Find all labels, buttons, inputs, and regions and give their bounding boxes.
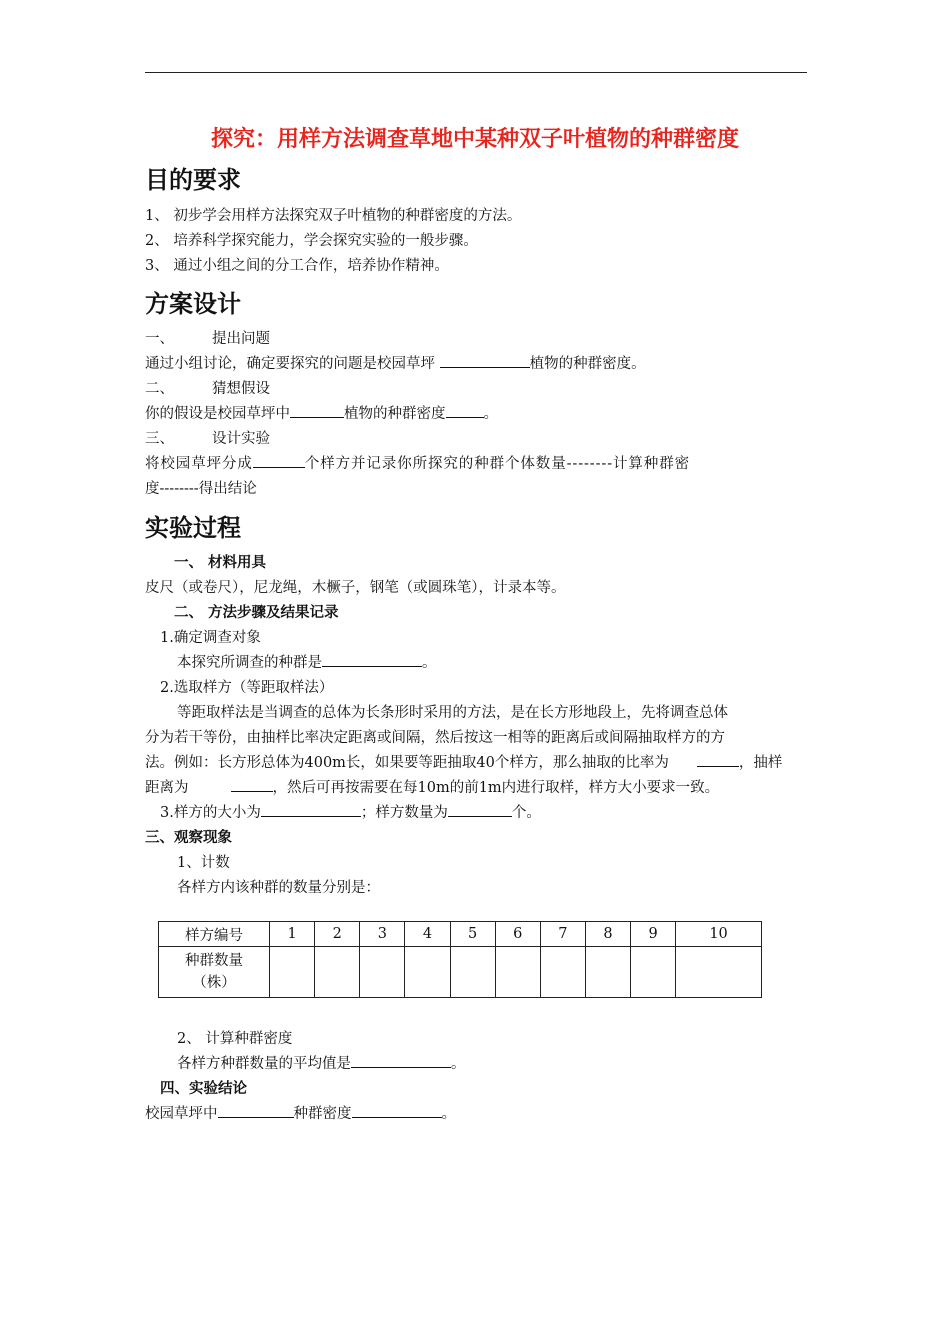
quadrat-count-table	[158, 921, 762, 998]
blank-target-population[interactable]	[322, 652, 422, 667]
design-step3-title: 设计实验	[212, 431, 270, 447]
design-step3-text-cont: 度--------得出结论	[145, 481, 257, 497]
materials-heading: 一、 材料用具	[174, 555, 267, 571]
observe-heading: 三、观察现象	[145, 830, 232, 846]
method-step2-line3: 法。例如：长方形总体为400m长，如果要等距抽取40个样方，那么抽取的比率为 ，抽样	[145, 751, 782, 772]
calc-title: 2、 计算种群密度	[177, 1031, 293, 1047]
table-header-label: 样方编号	[159, 922, 270, 947]
design-step2-text: 你的假设是校园草坪中 植物的种群密度 。	[145, 402, 498, 423]
method-step2-line1: 等距取样法是当调查的总体为长条形时采用的方法，是在长方形地段上，先将调查总体	[177, 705, 728, 721]
materials-text: 皮尺（或卷尺），尼龙绳，木橛子，钢笔（或圆珠笔），计录本等。	[145, 580, 566, 596]
blank-quadrat-number[interactable]	[448, 802, 512, 817]
blank-hypothesis-density[interactable]	[446, 403, 484, 418]
table-cell[interactable]	[676, 947, 762, 998]
table-cell[interactable]	[405, 947, 450, 998]
method-step1-text: 本探究所调查的种群是 。	[177, 651, 437, 672]
table-col-9: 9	[631, 922, 676, 947]
table-col-10: 10	[676, 922, 762, 947]
purpose-heading: 目的要求	[145, 166, 241, 194]
table-col-7: 7	[540, 922, 585, 947]
method-heading: 二、 方法步骤及结果记录	[174, 605, 339, 621]
purpose-item-2: 2、 培养科学探究能力，学会探究实验的一般步骤。	[145, 233, 478, 249]
process-heading: 实验过程	[145, 514, 241, 542]
design-step3-text: 将校园草坪分成 个样方并记录你所探究的种群个体数量--------计算种群密	[145, 452, 807, 473]
table-col-4: 4	[405, 922, 450, 947]
table-cell[interactable]	[631, 947, 676, 998]
design-step1-num: 一、	[145, 331, 174, 347]
table-cell[interactable]	[360, 947, 405, 998]
table-cell[interactable]	[270, 947, 315, 998]
table-col-1: 1	[270, 922, 315, 947]
table-col-6: 6	[495, 922, 540, 947]
table-cell[interactable]	[315, 947, 360, 998]
design-step3-num: 三、	[145, 431, 174, 447]
design-step1-text: 通过小组讨论，确定要探究的问题是校园草坪 植物的种群密度。	[145, 352, 646, 373]
purpose-item-3: 3、 通过小组之间的分工合作，培养协作精神。	[145, 258, 449, 274]
table-row-label: 种群数量 （株）	[159, 947, 270, 998]
method-step1-title: 1.确定调查对象	[160, 630, 261, 646]
design-step2-num: 二、	[145, 381, 174, 397]
blank-quadrat-size[interactable]	[261, 802, 361, 817]
header-rule	[145, 72, 807, 73]
blank-plant-type[interactable]	[440, 353, 530, 368]
conclusion-heading: 四、实验结论	[160, 1081, 247, 1097]
method-step2-line4: 距离为 ，然后可再按需要在每10m的前1m内进行取样，样方大小要求一致。	[145, 776, 719, 797]
blank-quadrat-count[interactable]	[253, 453, 305, 468]
table-cell[interactable]	[540, 947, 585, 998]
table-cell[interactable]	[450, 947, 495, 998]
page-title: 探究：用样方法调查草地中某种双子叶植物的种群密度	[210, 127, 739, 152]
blank-conclusion-density[interactable]	[352, 1103, 442, 1118]
purpose-item-1: 1、 初步学会用样方法探究双子叶植物的种群密度的方法。	[145, 208, 522, 224]
table-col-2: 2	[315, 922, 360, 947]
table-col-3: 3	[360, 922, 405, 947]
blank-hypothesis-plant[interactable]	[290, 403, 344, 418]
method-step2-title: 2.选取样方（等距取样法）	[160, 680, 334, 696]
table-cell[interactable]	[495, 947, 540, 998]
design-step1-title: 提出问题	[212, 331, 270, 347]
blank-sampling-distance[interactable]	[231, 777, 273, 792]
table-row	[159, 947, 762, 998]
table-col-5: 5	[450, 922, 495, 947]
blank-sampling-ratio[interactable]	[697, 752, 739, 767]
count-text: 各样方内该种群的数量分别是：	[177, 880, 380, 896]
blank-conclusion-plant[interactable]	[218, 1103, 294, 1118]
table-col-8: 8	[585, 922, 630, 947]
count-title: 1、计数	[177, 855, 230, 871]
design-step2-title: 猜想假设	[212, 381, 270, 397]
calc-text: 各样方种群数量的平均值是 。	[177, 1052, 466, 1073]
design-heading: 方案设计	[145, 290, 241, 318]
method-step2-line2: 分为若干等份，由抽样比率决定距离或间隔，然后按这一相等的距离后或间隔抽取样方的方	[145, 730, 725, 746]
blank-average[interactable]	[351, 1053, 451, 1068]
table-header-row	[159, 922, 762, 947]
table-cell[interactable]	[585, 947, 630, 998]
conclusion-text: 校园草坪中 种群密度 。	[145, 1102, 456, 1123]
method-step3-text: 3.样方的大小为 ；样方数量为 个。	[160, 801, 541, 822]
